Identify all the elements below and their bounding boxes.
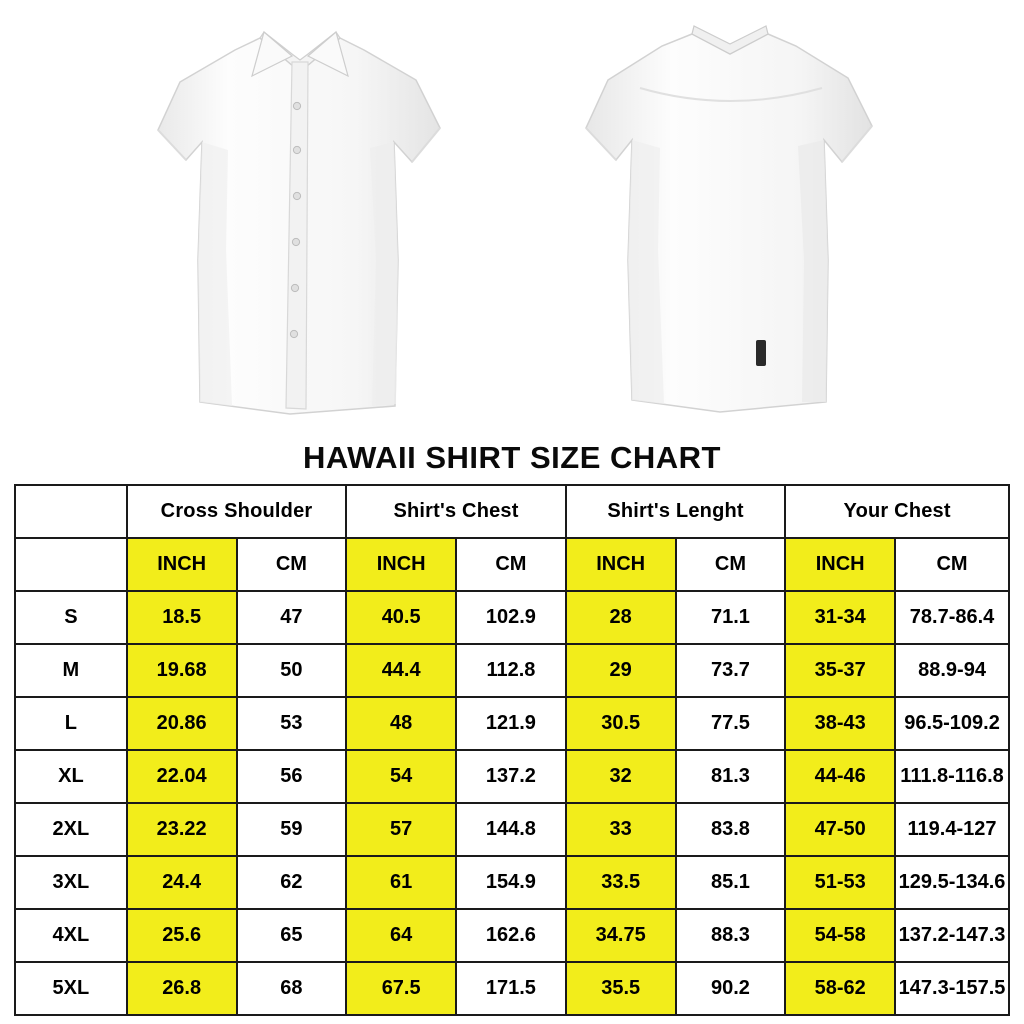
cell-cross-shoulder-inch: 22.04 <box>127 750 237 803</box>
table-row <box>15 856 1009 909</box>
cell-cross-shoulder-cm: 59 <box>237 803 347 856</box>
size-label: S <box>15 591 127 644</box>
cell-length-inch: 29 <box>566 644 676 697</box>
cell-chest-cm: 171.5 <box>456 962 566 1015</box>
cell-your-chest-cm: 147.3-157.5 <box>895 962 1009 1015</box>
cell-cross-shoulder-cm: 53 <box>237 697 347 750</box>
table-group-header-row <box>15 485 1009 538</box>
cell-your-chest-cm: 111.8-116.8 <box>895 750 1009 803</box>
cell-length-cm: 88.3 <box>676 909 786 962</box>
cell-your-chest-inch: 51-53 <box>785 856 895 909</box>
page-title: HAWAII SHIRT SIZE CHART <box>303 440 721 475</box>
cell-your-chest-cm: 137.2-147.3 <box>895 909 1009 962</box>
unit-header-length-cm: CM <box>676 538 786 591</box>
unit-corner-cell <box>15 538 127 591</box>
table-row <box>15 803 1009 856</box>
cell-length-inch: 33.5 <box>566 856 676 909</box>
cell-chest-inch: 57 <box>346 803 456 856</box>
cell-length-cm: 77.5 <box>676 697 786 750</box>
cell-cross-shoulder-cm: 50 <box>237 644 347 697</box>
cell-length-cm: 90.2 <box>676 962 786 1015</box>
shirt-illustrations <box>0 0 1024 440</box>
cell-your-chest-cm: 129.5-134.6 <box>895 856 1009 909</box>
table-row <box>15 909 1009 962</box>
size-label: 3XL <box>15 856 127 909</box>
shirt-back-image <box>570 10 900 430</box>
size-label: XL <box>15 750 127 803</box>
table-unit-header-row <box>15 538 1009 591</box>
unit-header-your-chest-inch: INCH <box>785 538 895 591</box>
cell-cross-shoulder-inch: 23.22 <box>127 803 237 856</box>
cell-cross-shoulder-cm: 65 <box>237 909 347 962</box>
cell-chest-cm: 102.9 <box>456 591 566 644</box>
cell-cross-shoulder-cm: 62 <box>237 856 347 909</box>
cell-your-chest-cm: 78.7-86.4 <box>895 591 1009 644</box>
cell-your-chest-inch: 35-37 <box>785 644 895 697</box>
size-label: L <box>15 697 127 750</box>
table-row <box>15 697 1009 750</box>
cell-your-chest-inch: 58-62 <box>785 962 895 1015</box>
cell-cross-shoulder-inch: 18.5 <box>127 591 237 644</box>
header-shirts-length: Shirt's Lenght <box>566 485 786 538</box>
cell-chest-inch: 54 <box>346 750 456 803</box>
unit-header-length-inch: INCH <box>566 538 676 591</box>
cell-length-inch: 30.5 <box>566 697 676 750</box>
cell-length-cm: 71.1 <box>676 591 786 644</box>
unit-header-chest-cm: CM <box>456 538 566 591</box>
cell-chest-inch: 40.5 <box>346 591 456 644</box>
cell-cross-shoulder-inch: 20.86 <box>127 697 237 750</box>
size-label: 5XL <box>15 962 127 1015</box>
unit-header-cross-shoulder-cm: CM <box>237 538 347 591</box>
cell-length-inch: 28 <box>566 591 676 644</box>
cell-length-cm: 81.3 <box>676 750 786 803</box>
size-label: 2XL <box>15 803 127 856</box>
cell-chest-inch: 48 <box>346 697 456 750</box>
cell-chest-cm: 137.2 <box>456 750 566 803</box>
cell-chest-inch: 67.5 <box>346 962 456 1015</box>
cell-length-inch: 34.75 <box>566 909 676 962</box>
size-label: 4XL <box>15 909 127 962</box>
unit-header-your-chest-cm: CM <box>895 538 1009 591</box>
cell-your-chest-cm: 88.9-94 <box>895 644 1009 697</box>
cell-length-cm: 73.7 <box>676 644 786 697</box>
cell-length-inch: 32 <box>566 750 676 803</box>
cell-your-chest-inch: 47-50 <box>785 803 895 856</box>
size-table-wrapper <box>0 484 1024 1016</box>
cell-cross-shoulder-inch: 25.6 <box>127 909 237 962</box>
cell-length-cm: 85.1 <box>676 856 786 909</box>
cell-chest-cm: 144.8 <box>456 803 566 856</box>
unit-header-chest-inch: INCH <box>346 538 456 591</box>
table-row <box>15 750 1009 803</box>
cell-chest-inch: 64 <box>346 909 456 962</box>
unit-header-cross-shoulder-inch: INCH <box>127 538 237 591</box>
cell-chest-inch: 61 <box>346 856 456 909</box>
cell-cross-shoulder-cm: 56 <box>237 750 347 803</box>
cell-your-chest-cm: 96.5-109.2 <box>895 697 1009 750</box>
cell-cross-shoulder-cm: 68 <box>237 962 347 1015</box>
cell-your-chest-inch: 38-43 <box>785 697 895 750</box>
header-corner-cell <box>15 485 127 538</box>
cell-chest-cm: 121.9 <box>456 697 566 750</box>
shirt-front-image <box>140 10 470 430</box>
cell-cross-shoulder-inch: 26.8 <box>127 962 237 1015</box>
cell-cross-shoulder-cm: 47 <box>237 591 347 644</box>
cell-chest-cm: 162.6 <box>456 909 566 962</box>
cell-your-chest-inch: 54-58 <box>785 909 895 962</box>
cell-length-cm: 83.8 <box>676 803 786 856</box>
table-row <box>15 644 1009 697</box>
header-cross-shoulder: Cross Shoulder <box>127 485 347 538</box>
cell-chest-cm: 154.9 <box>456 856 566 909</box>
size-label: M <box>15 644 127 697</box>
table-row <box>15 591 1009 644</box>
cell-length-inch: 33 <box>566 803 676 856</box>
cell-chest-inch: 44.4 <box>346 644 456 697</box>
header-shirts-chest: Shirt's Chest <box>346 485 566 538</box>
cell-cross-shoulder-inch: 19.68 <box>127 644 237 697</box>
cell-your-chest-inch: 44-46 <box>785 750 895 803</box>
cell-your-chest-cm: 119.4-127 <box>895 803 1009 856</box>
table-row <box>15 962 1009 1015</box>
cell-your-chest-inch: 31-34 <box>785 591 895 644</box>
cell-chest-cm: 112.8 <box>456 644 566 697</box>
header-your-chest: Your Chest <box>785 485 1009 538</box>
cell-cross-shoulder-inch: 24.4 <box>127 856 237 909</box>
size-chart-table <box>14 484 1010 1016</box>
cell-length-inch: 35.5 <box>566 962 676 1015</box>
